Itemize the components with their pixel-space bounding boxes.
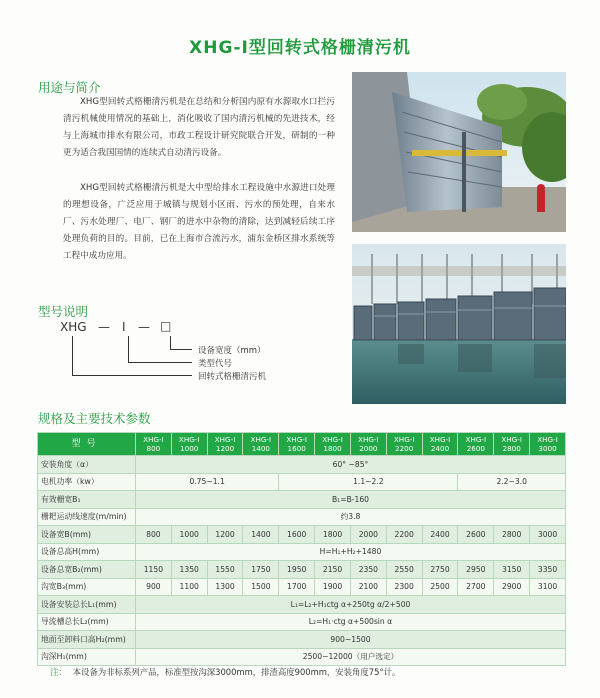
- table-cell: 1950: [279, 561, 315, 579]
- table-row: [38, 491, 566, 509]
- table-cell: 3350: [530, 561, 566, 579]
- row-label: 沟深H₁(mm): [38, 648, 136, 666]
- model-heading: 型号说明: [38, 304, 89, 319]
- table-cell: 2350: [350, 561, 386, 579]
- table-row: [38, 543, 566, 561]
- table-row: [38, 596, 566, 614]
- table-cell: 2950: [458, 561, 494, 579]
- table-row: [38, 578, 566, 596]
- row-label: 设备宽B(mm): [38, 526, 136, 544]
- table-row: [38, 508, 566, 526]
- header-model-3000: XHG-Ⅰ 3000: [530, 433, 566, 456]
- header-model-1800: XHG-Ⅰ 1800: [315, 433, 351, 456]
- row-label: 电机功率（kw）: [38, 473, 136, 491]
- table-cell: 1300: [207, 578, 243, 596]
- table-cell: 2000: [350, 526, 386, 544]
- table-row: [38, 456, 566, 474]
- model-width-box: □: [160, 319, 172, 333]
- table-cell: 2700: [458, 578, 494, 596]
- table-cell: 2100: [350, 578, 386, 596]
- table-cell: 2400: [422, 526, 458, 544]
- table-cell: 1200: [207, 526, 243, 544]
- model-diagram: [58, 316, 318, 386]
- table-cell: 1.1~2.2: [279, 473, 458, 491]
- table-cell: 2500~12000（用户选定）: [135, 648, 565, 666]
- table-row: [38, 561, 566, 579]
- model-dash-2: —: [138, 320, 150, 334]
- table-cell: 900: [135, 578, 171, 596]
- header-model-2000: XHG-Ⅰ 2000: [350, 433, 386, 456]
- model-type-roman: Ⅰ: [122, 320, 126, 334]
- header-model-label: 型号: [38, 433, 136, 456]
- table-cell: 1400: [243, 526, 279, 544]
- table-cell: 1150: [135, 561, 171, 579]
- header-model-2800: XHG-Ⅰ 2800: [494, 433, 530, 456]
- table-cell: 约3.8: [135, 508, 565, 526]
- table-cell: 1800: [315, 526, 351, 544]
- header-model-1400: XHG-Ⅰ 1400: [243, 433, 279, 456]
- table-cell: 900~1500: [135, 631, 565, 649]
- intro-paragraph-2: XHG型回转式格栅清污机是大中型给排水工程设施中水源进口处理的理想设备，广泛应用于城镇与规划小区雨、污水的预处理，自来水厂、污水处理厂、电厂、钢厂的进水中杂物的清除，达到减轻后续工序处理负荷的目的。目前，已在上海市合流污水，浦东金桥区排水系统等工程中成功应用。: [63, 183, 335, 261]
- table-cell: 3100: [530, 578, 566, 596]
- table-cell: L₁=L₂+H₁ctg α+250tg α/2+500: [135, 596, 565, 614]
- table-cell: 1500: [243, 578, 279, 596]
- header-model-1200: XHG-Ⅰ 1200: [207, 433, 243, 456]
- header-model-1600: XHG-Ⅰ 1600: [279, 433, 315, 456]
- page-title: XHG-Ⅰ型回转式格栅清污机: [189, 38, 411, 58]
- model-code: XHG: [60, 320, 87, 334]
- row-label: 安装角度（α）: [38, 456, 136, 474]
- table-cell: 2550: [386, 561, 422, 579]
- table-row: [38, 631, 566, 649]
- row-label: 有效栅宽B₁: [38, 491, 136, 509]
- photo-screen-machine: [352, 72, 566, 232]
- specs-table: [37, 432, 566, 666]
- row-label: 栅耙运动线速度(m/min): [38, 508, 136, 526]
- table-cell: 2750: [422, 561, 458, 579]
- table-cell: 1750: [243, 561, 279, 579]
- table-cell: 1700: [279, 578, 315, 596]
- header-model-2600: XHG-Ⅰ 2600: [458, 433, 494, 456]
- header-model-2200: XHG-Ⅰ 2200: [386, 433, 422, 456]
- table-cell: B₁=B-160: [135, 491, 565, 509]
- note-prefix: 注：: [50, 667, 67, 677]
- table-cell: 2300: [386, 578, 422, 596]
- table-cell: 0.75~1.1: [135, 473, 278, 491]
- photo-screen-row: [352, 244, 566, 404]
- model-label-type: 类型代号: [198, 359, 233, 369]
- header-model-2400: XHG-Ⅰ 2400: [422, 433, 458, 456]
- table-cell: 2.2~3.0: [458, 473, 566, 491]
- model-dash-1: —: [98, 320, 110, 334]
- table-cell: 1350: [171, 561, 207, 579]
- table-cell: 2500: [422, 578, 458, 596]
- header-model-1000: XHG-Ⅰ 1000: [171, 433, 207, 456]
- table-cell: 60° ~85°: [135, 456, 565, 474]
- row-label: 设备总高H(mm): [38, 543, 136, 561]
- table-cell: 2200: [386, 526, 422, 544]
- table-cell: 1550: [207, 561, 243, 579]
- row-label: 导流槽总长L₂(mm): [38, 613, 136, 631]
- table-row: [38, 473, 566, 491]
- intro-heading: 用途与简介: [38, 80, 101, 95]
- table-cell: 2600: [458, 526, 494, 544]
- row-label: 沟宽B₃(mm): [38, 578, 136, 596]
- table-cell: 1900: [315, 578, 351, 596]
- specs-heading: 规格及主要技术参数: [38, 411, 151, 426]
- table-cell: 3000: [530, 526, 566, 544]
- model-label-name: 回转式格栅清污机: [198, 372, 267, 382]
- header-model-800: XHG-Ⅰ 800: [135, 433, 171, 456]
- table-cell: H=H₁+H₂+1480: [135, 543, 565, 561]
- table-cell: 2150: [315, 561, 351, 579]
- row-label: 设备安装总长L₁(mm): [38, 596, 136, 614]
- row-label: 设备总宽B₂(mm): [38, 561, 136, 579]
- table-cell: 2900: [494, 578, 530, 596]
- row-label: 地面至卸料口高H₂(mm): [38, 631, 136, 649]
- table-cell: 1100: [171, 578, 207, 596]
- model-label-width: 设备宽度（mm）: [198, 346, 266, 356]
- table-cell: 1000: [171, 526, 207, 544]
- table-cell: 3150: [494, 561, 530, 579]
- table-row: [38, 613, 566, 631]
- table-row: [38, 526, 566, 544]
- table-cell: L₂=H₁·ctg α+500sin α: [135, 613, 565, 631]
- table-cell: 800: [135, 526, 171, 544]
- intro-paragraph-1: XHG型回转式格栅清污机是在总结和分析国内原有水源取水口拦污清污机械使用情况的基础上，消化吸收了国内清污机械的先进技术，经与上海城市排水有限公司，市政工程设计研究院联合开发，研制的一种更为适合我国国情的连续式自动清污设备。: [63, 97, 335, 158]
- table-cell: 1600: [279, 526, 315, 544]
- note: [50, 666, 400, 678]
- table-cell: 2800: [494, 526, 530, 544]
- note-text: 本设备为非标系列产品，标准型按沟深3000mm，排渣高度900mm，安装角度75°计。: [72, 667, 401, 677]
- table-row: [38, 648, 566, 666]
